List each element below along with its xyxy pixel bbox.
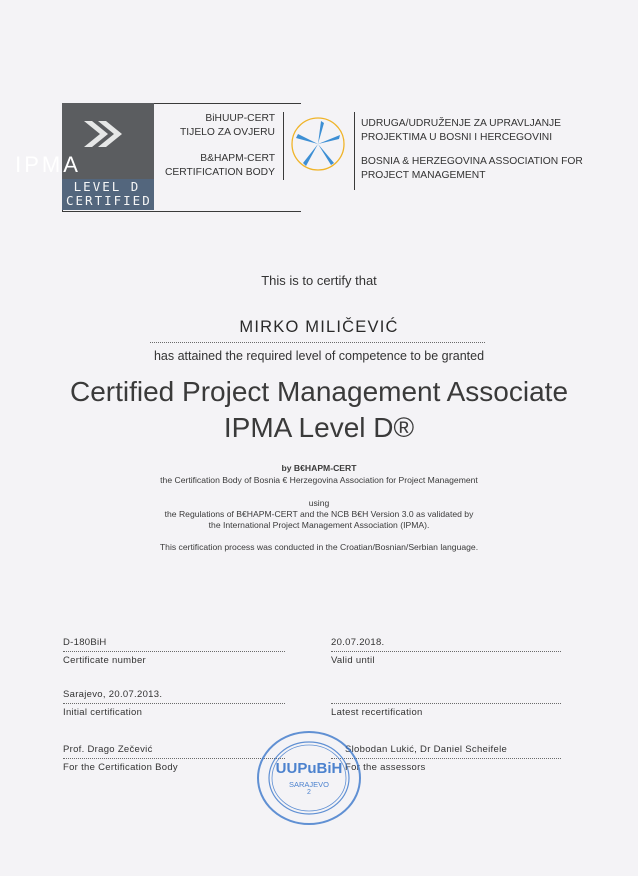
- cert-body-name-en: [150, 152, 275, 179]
- latest-recertification-label: Latest recertification: [331, 707, 423, 718]
- using-text: using: [308, 498, 330, 508]
- association-star-icon: [288, 113, 348, 175]
- association-local-name: [361, 117, 591, 144]
- ipma-certified-line: CERTIFIED: [66, 193, 152, 208]
- field-rule: [331, 651, 561, 652]
- cert-body-line: CERTIFICATION BODY: [164, 166, 275, 178]
- regulations-line: the International Project Management Association (IPMA).: [208, 520, 430, 530]
- stamp-center-text: UUPuBiH: [275, 760, 343, 777]
- signer-assessors-value: Slobodan Lukić, Dr Daniel Scheifele: [345, 744, 508, 755]
- signer-body-label: For the Certification Body: [63, 762, 178, 773]
- valid-until-value: 20.07.2018.: [331, 637, 385, 648]
- divider: [283, 112, 284, 180]
- field-rule: [331, 703, 561, 704]
- field-rule: [331, 758, 561, 759]
- field-rule: [63, 651, 285, 652]
- association-logo: [288, 113, 348, 175]
- cert-body-name: [160, 112, 275, 139]
- association-line: PROJECT MANAGEMENT: [361, 169, 486, 181]
- official-stamp: [256, 730, 362, 826]
- field-rule: [63, 758, 285, 759]
- association-line: BOSNIA & HERZEGOVINA ASSOCIATION FOR: [361, 156, 583, 167]
- certificate-number-value: D-180BiH: [63, 637, 107, 648]
- issuer-line: by B€HAPM-CERT: [281, 463, 357, 473]
- stamp-city: SARAJEVO: [288, 780, 329, 789]
- certificate-title: Certified Project Management Associate: [69, 376, 569, 407]
- certificate-number-label: Certificate number: [63, 655, 147, 666]
- recipient-name: MIRKO MILIČEVIĆ: [239, 318, 399, 336]
- cert-body-line: BiHUUP-CERT: [205, 113, 275, 124]
- field-rule: [63, 703, 285, 704]
- regulations-line: the Regulations of B€HAPM-CERT and the NCB B€H Version 3.0 as validated by: [164, 509, 474, 519]
- association-line: UDRUGA/UDRUŽENJE ZA UPRAVLJANJE: [361, 118, 562, 129]
- initial-certification-label: Initial certification: [63, 707, 143, 718]
- attained-text: has attained the required level of competence to be granted: [153, 349, 485, 363]
- signer-assessors-label: For the assessors: [345, 762, 426, 773]
- ipma-level-label: [66, 179, 152, 208]
- cert-body-line: TIJELO ZA OVJERU: [180, 126, 275, 138]
- valid-until-label: Valid until: [331, 655, 375, 666]
- divider: [354, 112, 355, 190]
- issuer-body-line: the Certification Body of Bosnia € Herzegovina Association for Project Management: [160, 475, 478, 485]
- cert-body-line: B&HAPM-CERT: [200, 153, 275, 164]
- signer-body-value: Prof. Drago Zečević: [63, 744, 153, 755]
- initial-certification-value: Sarajevo, 20.07.2013.: [63, 689, 163, 700]
- language-note: This certification process was conducted in the Croatian/Bosnian/Serbian language.: [159, 542, 479, 552]
- ipma-logo-text: IPMA: [15, 152, 81, 177]
- ipma-level-line: LEVEL D: [73, 179, 141, 194]
- association-english-name: [361, 155, 601, 182]
- association-line: PROJEKTIMA U BOSNI I HERCEGOVINI: [361, 131, 553, 143]
- name-underline: [150, 342, 485, 343]
- stamp-seal-icon: [256, 730, 362, 826]
- certify-intro: This is to certify that: [261, 273, 377, 288]
- certificate-level: IPMA Level D®: [223, 412, 415, 443]
- stamp-number: 2: [307, 789, 311, 796]
